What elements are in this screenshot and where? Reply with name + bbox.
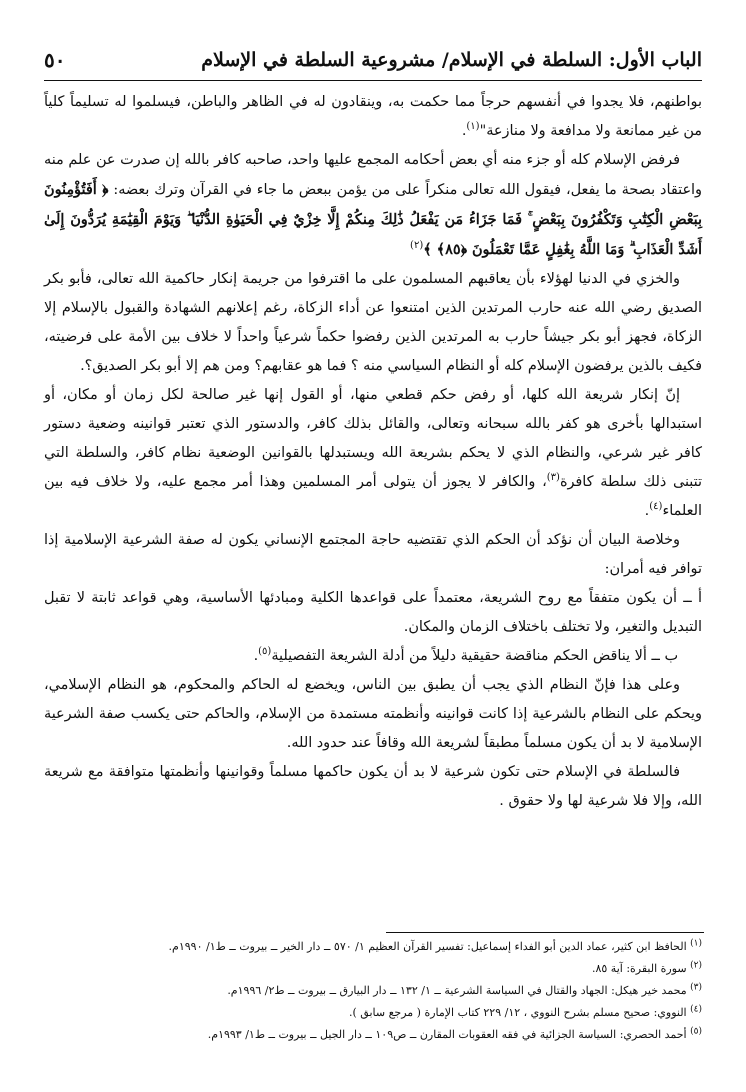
footnote-ref-5[interactable]: (٥)	[258, 646, 272, 658]
footnote-4: $^{(٤)}$ النووي: صحيح مسلم بشرح النووي ، ١٢/ ٢٢٩ كتاب الإمارة ( مرجع سابق ).	[348, 1004, 702, 1019]
paragraph-7: فالسلطة في الإسلام حتى تكون شرعية لا بد أن يكون حاكمها مسلماً وقوانينها وأنظمتها متوافقة مع شريعة الله، وإلا فلا شرعية لها ولا حقوق .	[44, 764, 702, 809]
paragraph-6: وعلى هذا فإنّ النظام الذي يجب أن يطبق بين الناس، ويخضع له الحاكم والمحكوم، هو النظام الإسلامي، ويحكم على النظام بالشرعية إذا كانت قوانينه وأنظمته مستمدة من الإسلام، والحاكم حتى يكسب صفة الشرعية الإسلامية لا بد أن يكون مسلماً مطبقاً لشريعة الله وقافاً عند حدود الله.	[44, 677, 702, 751]
list-item-a: أ ــ أن يكون متفقاً مع روح الشريعة، معتمداً على قواعدها الكلية ومبادئها الأساسية، وهي قواعد ثابتة لا تقبل التبديل والتغير، ولا تختلف باختلاف الزمان والمكان.	[44, 590, 702, 635]
page-number: ٥٠	[44, 48, 66, 72]
paragraph-4: إنّ إنكار شريعة الله كلها، أو رفض حكم قطعي منها، أو القول إنها غير صالحة لكل زمان أو مكان، أو استبدالها بأخرى هو كفر بالله سبحانه وتعالى، والقائل بذلك كافر، والدستور الذي تعتبر قوانينه وضعية دستور كافر غير شرعي، والنظام الذي لا يحكم بشريعة الله ويستبدلها بالقوانين الوضعية نظام كافر، والسلطة التي تتبنى ذلك سلطة كافرة$^{(٣)}$، والكافر لا يجوز أن يتولى أمر المسلمين وهذا أمر مجمع عليه، ولا خلاف فيه بين العلماء$^{(٤)}$.	[44, 387, 702, 519]
list-item-b: ب ــ ألا يناقض الحكم مناقضة حقيقية دليلاً من أدلة الشريعة التفصيلية$^{(٥)}$.	[253, 646, 678, 664]
footnote-ref-4[interactable]: (٤)	[649, 501, 663, 513]
footnote-ref-1[interactable]: (١)	[466, 121, 480, 133]
footnote-1: $^{(١)}$ الحافظ ابن كثير، عماد الدين أبو الفداء إسماعيل: تفسير القرآن العظيم ١/ ٥٧٠ ــ دار الخير ــ بيروت ــ ط١/ ١٩٩٠م.	[168, 938, 702, 953]
quran-verse: ﴿ أَفَتُؤْمِنُونَ بِبَعْضِ الْكِتَٰبِ وَتَكْفُرُونَ بِبَعْضٍ ۚ فَمَا جَزَاءُ مَن يَفْعَلُ ذَٰلِكَ مِنكُمْ إِلَّا خِزْيٌ فِي الْحَيَوٰةِ الدُّنْيَا ۖ وَيَوْمَ الْقِيَٰمَةِ يُرَدُّونَ إِلَىٰ أَشَدِّ الْعَذَابِ ۗ وَمَا اللَّهُ بِغَٰفِلٍ عَمَّا تَعْمَلُونَ ﴿٨٥﴾ ﴾	[44, 181, 702, 258]
footnote-2: $^{(٢)}$ سورة البقرة: آية ٨٥.	[591, 960, 702, 975]
footnote-ref-3[interactable]: (٣)	[546, 472, 560, 484]
footnote-ref-2[interactable]: (٢)	[410, 240, 424, 252]
footnote-divider	[386, 932, 704, 933]
paragraph-1: بواطنهم، فلا يجدوا في أنفسهم حرجاً مما حكمت به، وينقادون له في الظاهر والباطن، فيسلموا له تسليماً كلياً من غير ممانعة ولا مدافعة ولا منازعة"$^{(١)}$.	[44, 94, 702, 139]
chapter-title: الباب الأول: السلطة في الإسلام/ مشروعية السلطة في الإسلام	[201, 49, 702, 71]
footnotes	[44, 936, 702, 1046]
paragraph-3: والخزي في الدنيا لهؤلاء بأن يعاقبهم المسلمون على ما اقترفوا من جريمة إنكار حاكمية الله تعالى، فأبو بكر الصديق رضي الله عنه حارب المرتدين الذين امتنعوا عن أداء الزكاة، رغم إعلانهم الشهادة والقبول بالإسلام إلا الزكاة، فجهز أبو بكر جيشاً حارب به المرتدين الذين رفضوا حكماً شرعياً واحداً لا خلاف بين الأمة على فرضيته، فكيف بالذين يرفضون الإسلام كله أو النظام السياسي منه ؟ فما هو عقابهم؟ ومن هم إلا أبو بكر الصديق؟.	[44, 271, 702, 374]
main-text	[44, 88, 702, 816]
footnote-5: $^{(٥)}$ أحمد الحصري: السياسة الجزائية في فقه العقوبات المقارن ــ ص١٠٩ ــ دار الجيل ــ بيروت ــ ط١/ ١٩٩٣م.	[207, 1026, 702, 1041]
running-header	[44, 38, 702, 82]
footnote-3: $^{(٣)}$ محمد خير هيكل: الجهاد والقتال في السياسة الشرعية ــ ١/ ١٣٢ ــ دار البيارق ــ بيروت ــ ط٢/ ١٩٩٦م.	[227, 982, 702, 997]
paragraph-2: فرفض الإسلام كله أو جزء منه أي بعض أحكامه المجمع عليها واحد، صاحبه كافر بالله إن صدرت عن علم منه واعتقاد بصحة ما يفعل، فيقول الله تعالى منكراً على من يؤمن ببعض ما جاء في القرآن وترك بعضه: ﴿ أَفَتُؤْمِنُونَ بِبَعْضِ الْكِتَٰبِ وَتَكْفُرُونَ بِبَعْضٍ ۚ فَمَا جَزَاءُ مَن يَفْعَلُ ذَٰلِكَ مِنكُمْ إِلَّا خِزْيٌ فِي الْحَيَوٰةِ الدُّنْيَا ۖ وَيَوْمَ الْقِيَٰمَةِ يُرَدُّونَ إِلَىٰ أَشَدِّ الْعَذَابِ ۗ وَمَا اللَّهُ بِغَٰفِلٍ عَمَّا تَعْمَلُونَ ﴿٨٥﴾ ﴾$^{(٢)}$	[44, 152, 703, 258]
paragraph-5: وخلاصة البيان أن نؤكد أن الحكم الذي تقتضيه حاجة المجتمع الإنساني يكون له صفة الشرعية الإسلامية إذا توافر فيه أمران:	[44, 532, 702, 577]
header-divider	[44, 80, 702, 81]
